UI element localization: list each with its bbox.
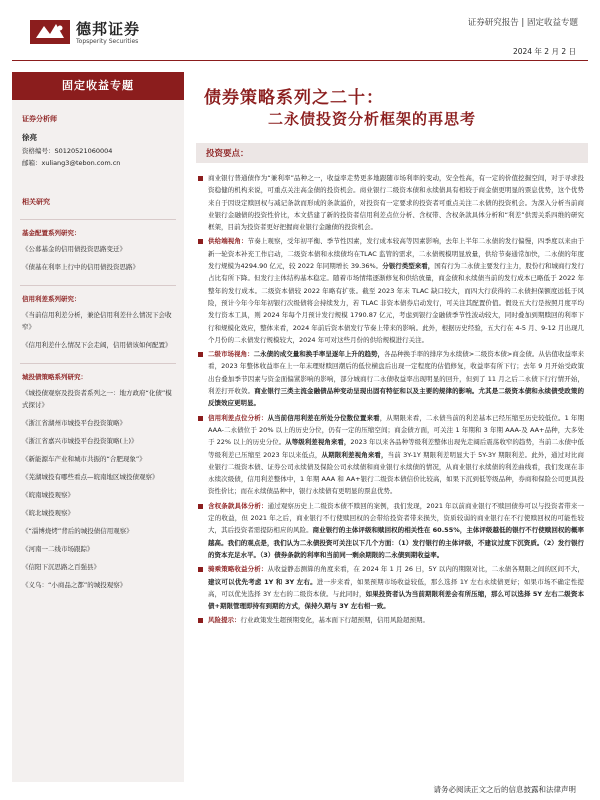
paragraph-heading: 供给端视角：: [208, 237, 248, 246]
sidebar-divider: [20, 219, 176, 220]
paragraph-text: 商业银行普通债作为“兼利率”品种之一，收益率走势更多地跟随市场利率的变动，安全性高，有一定的价值挖掘空间，对于寻求投资稳健的机构来说，可重点关注高金债的投资机会。商业银行二级资本债和永续债具有相较于商金债更明显的票息优势，这个优势来自于因设定赎回权与减记条款而形成的条款溢价，对投资有一定要求的投资者可重点关注二永债的投资机会。为深入分析当前商业银行金融债的投资性价比，本文搭建了新的投资者信用利差点位分析、含权带、含权条款具体分析和“利差”供需关系四维的研究框架，目前为投资者更好把握商业银行金融债的投资机会。: [208, 174, 584, 232]
related-report-link[interactable]: 《城投债观察及投资者系列之一：地方政府“化债”模式探讨》: [22, 389, 172, 409]
paragraph-heading: 二级市场视角：: [208, 350, 254, 359]
summary-paragraph: [198, 348, 584, 409]
paragraph-emphasis: 商业银行的主体评级和赎回权的相关性在 60.55%，主体评级越低的银行不行使赎回权的概率越高。: [208, 526, 584, 547]
report-subtitle: 二永债投资分析框架的再思考: [268, 110, 477, 128]
report-header: [0, 0, 600, 62]
paragraph-text: ，从期限来看，二永债当前的利差基本已经压缩至历史较低位。1 年期 AAA-二永债位于 20% 以上的历史分位，仍有一定的压缩空间；商金债方面，可关注 1 年期和 3 年期 AAA-及 AA+品种，大多处于 22% 以上的历史分位。: [208, 413, 585, 447]
related-report-link[interactable]: 《皖南城投观察》: [22, 491, 74, 499]
analyst-label: 证券分析师: [22, 115, 57, 123]
related-report-link[interactable]: 《浙江省嘉兴市城投平台投资策略(上)》: [22, 437, 138, 445]
paragraph-text: 2023 年以来各品种等级利差整体出现先走阔后震荡收窄的趋势，当前二永债中低等级利差已压缩至 2023 年以来低点，: [208, 438, 585, 459]
tebon-logo-icon: [30, 20, 70, 44]
summary-label: 投资要点：: [206, 149, 249, 159]
sidebar-title: 固定收益专题: [12, 72, 184, 100]
summary-content: [198, 172, 584, 629]
sidebar: [12, 72, 184, 782]
paragraph-emphasis: 分银行类型来看，: [382, 262, 435, 271]
bullet-icon: [198, 352, 203, 357]
related-group-title: 基金配置系列研究：: [22, 229, 81, 237]
paragraph-heading: 骑乘策略收益分析：: [208, 565, 268, 574]
summary-paragraph: [198, 500, 584, 561]
related-report-link[interactable]: 《当前信用利差分析，兼论信用利差什么情况下会收窄》: [22, 311, 172, 331]
paragraph-heading: 信用利差点位分析：: [208, 413, 268, 422]
related-report-link[interactable]: 《义乌：“小商品之都”的城投观察》: [22, 581, 127, 589]
header-divider: [12, 60, 588, 61]
related-report-link[interactable]: 《信用利差什么情况下会走阔，信用债该如何配置》: [22, 341, 172, 349]
paragraph-text: 进一步来看，如果预期市场收益较低，那么选择 1Y 左右永续债更好；如果市场不确定性提高，可以优先选择 3Y 左右的二级资本债。与此同时，: [208, 577, 584, 598]
analyst-name: 徐亮: [22, 133, 37, 142]
paragraph-text: 当前 3Y-1Y 期限利差明显大于 5Y-3Y 期限利差。此外，通过对比商业银行二级资本债、证券公司永续债及保险公司永续债和商业银行永续债的情况，从商业银行永续债的利差曲线看，我们发现在非永续次级债，信用利差整体中，1 年期 AAA 和 AA+银行二级资本债信价比较高，如果下沉到低等级品种，券商和保险公司更具投资性价比；而在永续债品种中，银行永续债有更明显的票息优势。: [208, 450, 584, 496]
company-name-en: Topsperity Securities: [76, 38, 139, 45]
company-name: 德邦证券: [76, 20, 141, 38]
summary-paragraph: [198, 172, 584, 233]
bullet-icon: [198, 567, 203, 572]
sidebar-divider: [20, 285, 176, 286]
bullet-icon: [198, 416, 203, 421]
related-report-link[interactable]: 《新能源车产业和城市共振的“合肥现象”》: [22, 455, 146, 463]
paragraph-heading: 含权条款具体分析：: [208, 501, 268, 510]
related-report-link[interactable]: 《皖北城投观察》: [22, 509, 74, 517]
related-research-label: 相关研究: [22, 198, 50, 206]
sidebar-divider: [20, 363, 176, 364]
related-group-title: 信用利差系列研究：: [22, 295, 81, 303]
paragraph-emphasis: 从当前信用利差在所处分位数位置来看: [267, 413, 380, 422]
related-report-link[interactable]: 《“淄博烧烤”背后的城投债信用观察》: [22, 527, 133, 535]
paragraph-text: 国有行为二永债主要发行主力，股份行和城商行发行占比有所下降。但发行主体结构基本稳定。随着市场情绪逐渐修复和供给放量，商金债和永续债当前的发行成本已略低于 2022 年整年的发行成本。二级资本债较 2022 年略有扩张。截至 2023 年末 TLAC 缺口较大，而四大行获得的二永债担保额度远低于风险，预计今年今年年初银行次级债将会持续发力，若 TLAC 非资本债券启动发行，可关注其配置价值。假设五大行是按照月度平均发行资本工具，则 2024 年每个月预计发行规模 1790.87 亿元，考虑到银行金融债季节性波动较大，同时叠加到期赎回的利率下行和规模化效应，整体来看，2024 年前后资本债发行节奏上带来的影响。此外，根据历史经验，五大行在 4-5 月、9-12 月出现几个月份的二永债发行规模较大，2024 年可对这些月份的供给规模进行关注。: [208, 262, 585, 344]
paragraph-emphasis: 我们的观点是，我们认为二永债投资可关注以下几个方面：（1）发行银行的主体评级，不建议过度下沉资质。（2）发行银行的资本充足水平。（3）债券条款的利率和当前同一剩余期限的二永债到期收益率。: [208, 538, 585, 559]
bullet-icon: [198, 176, 203, 181]
related-group-title: 城投债策略系列研究：: [22, 373, 87, 381]
related-report-link[interactable]: 《河南一二线市场跟踪》: [22, 545, 94, 553]
paragraph-emphasis: 从期限利差视角来看，: [321, 450, 388, 459]
summary-paragraph: [198, 412, 584, 498]
paragraph-emphasis: 从等级利差视角来看，: [285, 438, 351, 447]
disclaimer-footer: 请务必阅读正文之后的信息披露和法律声明: [433, 785, 576, 794]
related-report-link[interactable]: 《债基在利率上行中的信用债投资思路》: [22, 263, 139, 271]
analyst-license: 资格编号：S0120521060004: [22, 147, 113, 155]
paragraph-emphasis: 保持久期与 3Y 左右相一致。: [304, 602, 390, 611]
summary-paragraph: [198, 614, 584, 626]
paragraph-text: 各品种换手率的排序为永续债>二级资本债>商金债。从估值收益率来看，2023 年整体收益率在上一年末理财赎回潮后的低位横盘后出现一定程度的估值修复，收益率有所下行；去年 9 月开始受政策出台叠加季节因素与资金面偏紧影响的影响，部分城商行二永债收益率出现明显的回升，但到了 11 月之后二永债下行行情开始，利差打开收敛。: [208, 350, 584, 396]
paragraph-text: 行业政策发生超预期变化，基本面下行超预期，信用风险超预期。: [240, 616, 429, 625]
related-report-link[interactable]: 《信阳下沉思路之百强县》: [22, 563, 100, 571]
paragraph-text: 节奏上观察，受年初平衡、季节性因素，发行成本较高等因素影响，去年上半年二永债的发行偏慢，四季度以来由于新一轮资本补充工作启动，二级资本债和永续债均在TLAC 监管的需求，二永债规模明显放量，供给节奏通常加快，二永债的年度发行规模为4294.90 亿元，较 2022 年同期增长 39.36%。: [208, 237, 585, 271]
bullet-icon: [198, 618, 203, 623]
analyst-email[interactable]: 邮箱：xuliang3@tebon.com.cn: [22, 159, 121, 167]
paragraph-text: 从收益静态测算的角度来看，在 2024 年 1 月 26 日，5Y 以内的期限对比，二永债各期限之间的区间不大，: [267, 565, 584, 574]
related-research-list: [12, 219, 184, 591]
report-date: 2024 年 2 月 2 日: [512, 47, 576, 56]
paragraph-emphasis: 如果投资者认为当前期限利差会有所压缩，那么可以选择 5Y 左右二级资本债+期限管理即持有到期的方式，: [208, 589, 584, 611]
summary-bar: [196, 143, 588, 163]
related-report-link[interactable]: 《芜湖城投有哪些看点—皖南地区城投债观察》: [22, 473, 159, 481]
summary-paragraph: [198, 235, 584, 346]
related-report-link[interactable]: 《浙江省湖州市城投平台投资策略》: [22, 419, 126, 427]
paragraph-emphasis: 商业银行三类主流金融债品种变动呈现出固有特征和以及主要的规律的影响。尤其是二级资本债和永续债受政策的反馈效应更明显。: [208, 387, 585, 408]
paragraph-emphasis: 二永债的成交量和换手率呈逐年上升的趋势，: [253, 350, 385, 359]
bullet-icon: [198, 239, 203, 244]
bullet-icon: [198, 504, 203, 509]
paragraph-heading: 风险提示：: [208, 616, 241, 625]
paragraph-text: 通过观察历史上二级资本债不赎回的案例，我们发现，2021 年以前商业银行不赎回债券可以与投资者带来一定的收益，但 2021 年之后，商业银行不行使赎回权的会带给投资者带来损失，资质较弱的商业银行在不行使赎回权的可能性较大，其后投资者需提防相应的风险。: [208, 501, 585, 535]
report-type: 证券研究报告 | 固定收益专题: [467, 18, 578, 28]
paragraph-emphasis: 建议可以优先考虑 1Y 和 3Y 左右。: [208, 577, 317, 586]
summary-paragraph: [198, 563, 584, 612]
report-title: 债券策略系列之二十：: [204, 88, 384, 108]
related-report-link[interactable]: 《公募基金的信用债投资思路变迁》: [22, 245, 126, 253]
